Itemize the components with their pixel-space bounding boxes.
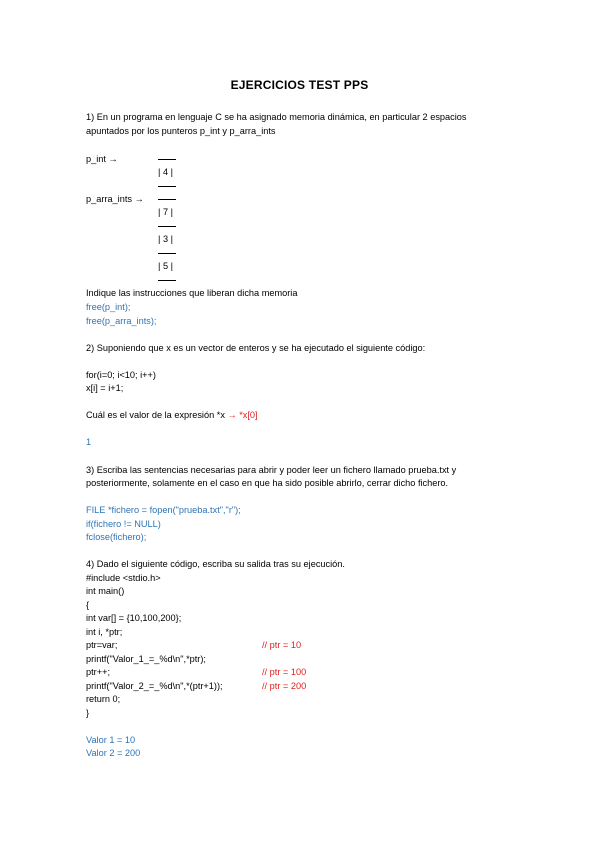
- code-line: }: [86, 708, 90, 718]
- q2-question: [86, 409, 258, 421]
- q1-text-line-1: 1) En un programa en lenguaje C se ha asignado memoria dinámica, en particular 2 espacios: [86, 112, 467, 122]
- cell-border: [158, 253, 176, 254]
- cell-border: [158, 199, 176, 200]
- q2-note: → *x[0]: [227, 410, 258, 420]
- q1-answer-2: free(p_arra_ints);: [86, 316, 157, 326]
- q3-answer-1: FILE *fichero = fopen("prueba.txt","r");: [86, 505, 241, 515]
- q4-text: 4) Dado el siguiente código, escriba su salida tras su ejecución.: [86, 559, 345, 569]
- code-line: {: [86, 600, 90, 610]
- code-line: int i, *ptr;: [86, 627, 123, 637]
- q1-text-line-2: apuntados por los punteros p_int y p_arra_ints: [86, 126, 276, 136]
- cell-border: [158, 280, 176, 281]
- q3-text-line-2: posteriormente, solamente en el caso en que ha sido posible abrirlo, cerrar dicho fichero.: [86, 478, 449, 488]
- code-line: ptr++;: [86, 667, 111, 677]
- memory-cell-2: | 7 |: [158, 207, 173, 217]
- q2-question-text: Cuál es el valor de la expresión *x: [86, 410, 228, 420]
- code-line: printf("Valor_2_=_%d\n",*(ptr+1));: [86, 681, 223, 691]
- cell-border: [158, 226, 176, 227]
- q1-answer-1: free(p_int);: [86, 302, 131, 312]
- q3-text-line-1: 3) Escriba las sentencias necesarias para abrir y poder leer un fichero llamado prueba.txt y: [86, 465, 457, 475]
- q1-prompt: Indique las instrucciones que liberan dicha memoria: [86, 288, 298, 298]
- code-comment-2: // ptr = 100: [262, 667, 307, 677]
- q3-answer-2: if(fichero != NULL): [86, 519, 161, 529]
- code-line: int main(): [86, 586, 125, 596]
- q2-code-1: for(i=0; i<10; i++): [86, 370, 156, 380]
- code-line: printf("Valor_1_=_%d\n",*ptr);: [86, 654, 206, 664]
- code-line: #include <stdio.h>: [86, 573, 161, 583]
- q3-answer-3: fclose(fichero);: [86, 532, 147, 542]
- code-line: ptr=var;: [86, 640, 118, 650]
- q2-code-2: x[i] = i+1;: [86, 383, 124, 393]
- code-comment-3: // ptr = 200: [262, 681, 307, 691]
- q2-text: 2) Suponiendo que x es un vector de enteros y se ha ejecutado el siguiente código:: [86, 343, 426, 353]
- q4-output-2: Valor 2 = 200: [86, 748, 141, 758]
- p-arra-ints-label: p_arra_ints →: [86, 194, 144, 204]
- q4-output-1: Valor 1 = 10: [86, 735, 136, 745]
- cell-border: [158, 186, 176, 187]
- page-title: EJERCICIOS TEST PPS: [230, 78, 369, 92]
- memory-cell-4: | 5 |: [158, 261, 173, 271]
- memory-cell-3: | 3 |: [158, 234, 173, 244]
- memory-cell-1: | 4 |: [158, 167, 173, 177]
- code-line: int var[] = {10,100,200};: [86, 613, 182, 623]
- code-line: return 0;: [86, 694, 121, 704]
- code-comment-1: // ptr = 10: [262, 640, 302, 650]
- p-int-label: p_int →: [86, 154, 118, 164]
- cell-border: [158, 159, 176, 160]
- q2-answer: 1: [86, 437, 92, 447]
